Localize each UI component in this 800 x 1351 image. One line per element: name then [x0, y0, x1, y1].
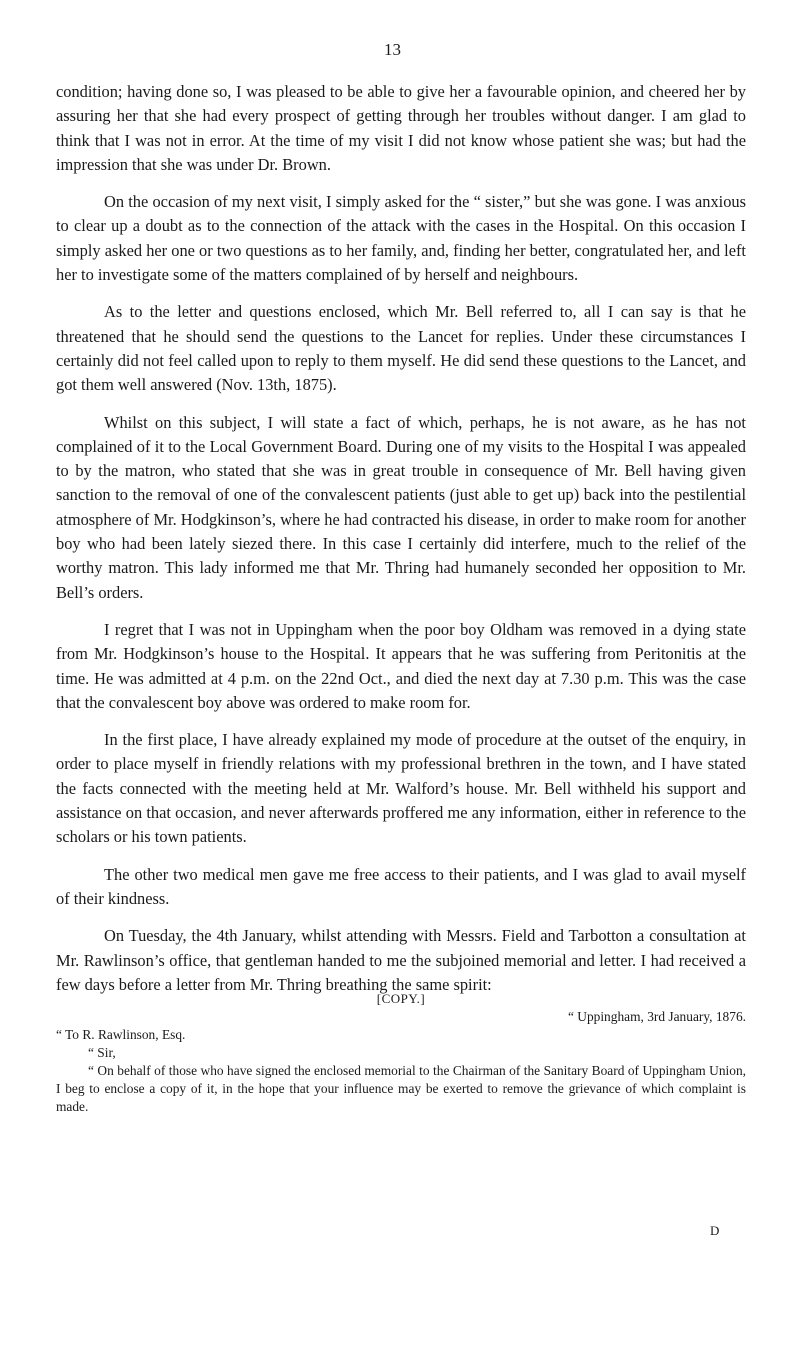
paragraph-5: I regret that I was not in Uppingham when the poor boy Oldham was removed in a dying state from Mr. Hodgkinson’s house to the Hospital. It appears that he was suffering from Peritonitis at the time. He was admitted at 4 p.m. on the 22nd Oct., and died the next day at 7.30 p.m. This was the case that the convalescent boy above was ordered to make room for. — [56, 619, 746, 712]
paragraph-4: Whilst on this subject, I will state a fact of which, perhaps, he is not aware, as he has not complained of it to the Local Government Board. During one of my visits to the Hospital I was appealed to by the matron, who stated that she was in great trouble in consequence of Mr. Bell having given sanction to the removal of one of the convalescent patients (just able to get up) back into the pestilential atmosphere of Mr. Hodgkinson’s, where he had contracted his disease, in order to make room for another boy who had been lately siezed there. In this case I certainly did interfere, much to the relief of the worthy matron. This lady informed me that Mr. Thring had humanely seconded her opposition to Mr. Bell’s orders. — [56, 412, 746, 602]
paragraph-7: The other two medical men gave me free access to their patients, and I was glad to avail myself of their kindness. — [56, 864, 746, 908]
letter-salutation: “ Sir, — [88, 1045, 116, 1060]
page-number: 13 — [384, 40, 401, 59]
sheet-signature: D — [710, 1223, 720, 1238]
letter-dateline: “ Uppingham, 3rd January, 1876. — [567, 1009, 746, 1024]
letter-addressee: “ To R. Rawlinson, Esq. — [56, 1027, 186, 1042]
paragraph-6: In the first place, I have already explained my mode of procedure at the outset of the enquiry, in order to place myself in friendly relations with my professional brethren in the town, and I have stated the facts connected with the meeting held at Mr. Walford’s house. Mr. Bell withheld his support and assistance on that occasion, and never afterwards proffered me any information, either in reference to the scholars or his town patients. — [56, 730, 746, 847]
paragraph-1: condition; having done so, I was pleased to be able to give her a favourable opinion, and cheered her by assuring her that she had every prospect of getting through her troubles without danger. I am glad to think that I was not in error. At the time of my visit I did not know whose patient she was; but had the impression that she was under Dr. Brown. — [56, 82, 746, 174]
letter-body: “ On behalf of those who have signed the enclosed memorial to the Chairman of the Sanitary Board of Uppingham Union, I beg to enclose a copy of it, in the hope that your influence may be exerted to remove the grievance of which complaint is made. — [56, 1063, 746, 1114]
paragraph-8: On Tuesday, the 4th January, whilst attending with Messrs. Field and Tarbotton a consultation at Mr. Rawlinson’s office, that gentleman handed to me the subjoined memorial and letter. I had received a few days before a letter from Mr. Thring breathing the same spirit: — [56, 926, 746, 994]
quoted-letter — [56, 990, 746, 1116]
paragraph-3: As to the letter and questions enclosed, which Mr. Bell referred to, all I can say is that he threatened that he should send the questions to the Lancet for replies. Under these circumstances I certainly did not feel called upon to reply to them myself. He did send these questions to the Lancet, and got them well answered (Nov. 13th, 1875). — [56, 302, 746, 395]
body-text — [56, 80, 746, 997]
copy-mark: [COPY.] — [376, 991, 426, 1006]
paragraph-2: On the occasion of my next visit, I simply asked for the “ sister,” but she was gone. I was anxious to clear up a doubt as to the connection of the attack with the cases in the Hospital. On this occasion I simply asked her one or two questions as to her family, and, finding her better, congratulated her, and left her to investigate some of the matters complained of by herself and neighbours. — [56, 192, 746, 285]
